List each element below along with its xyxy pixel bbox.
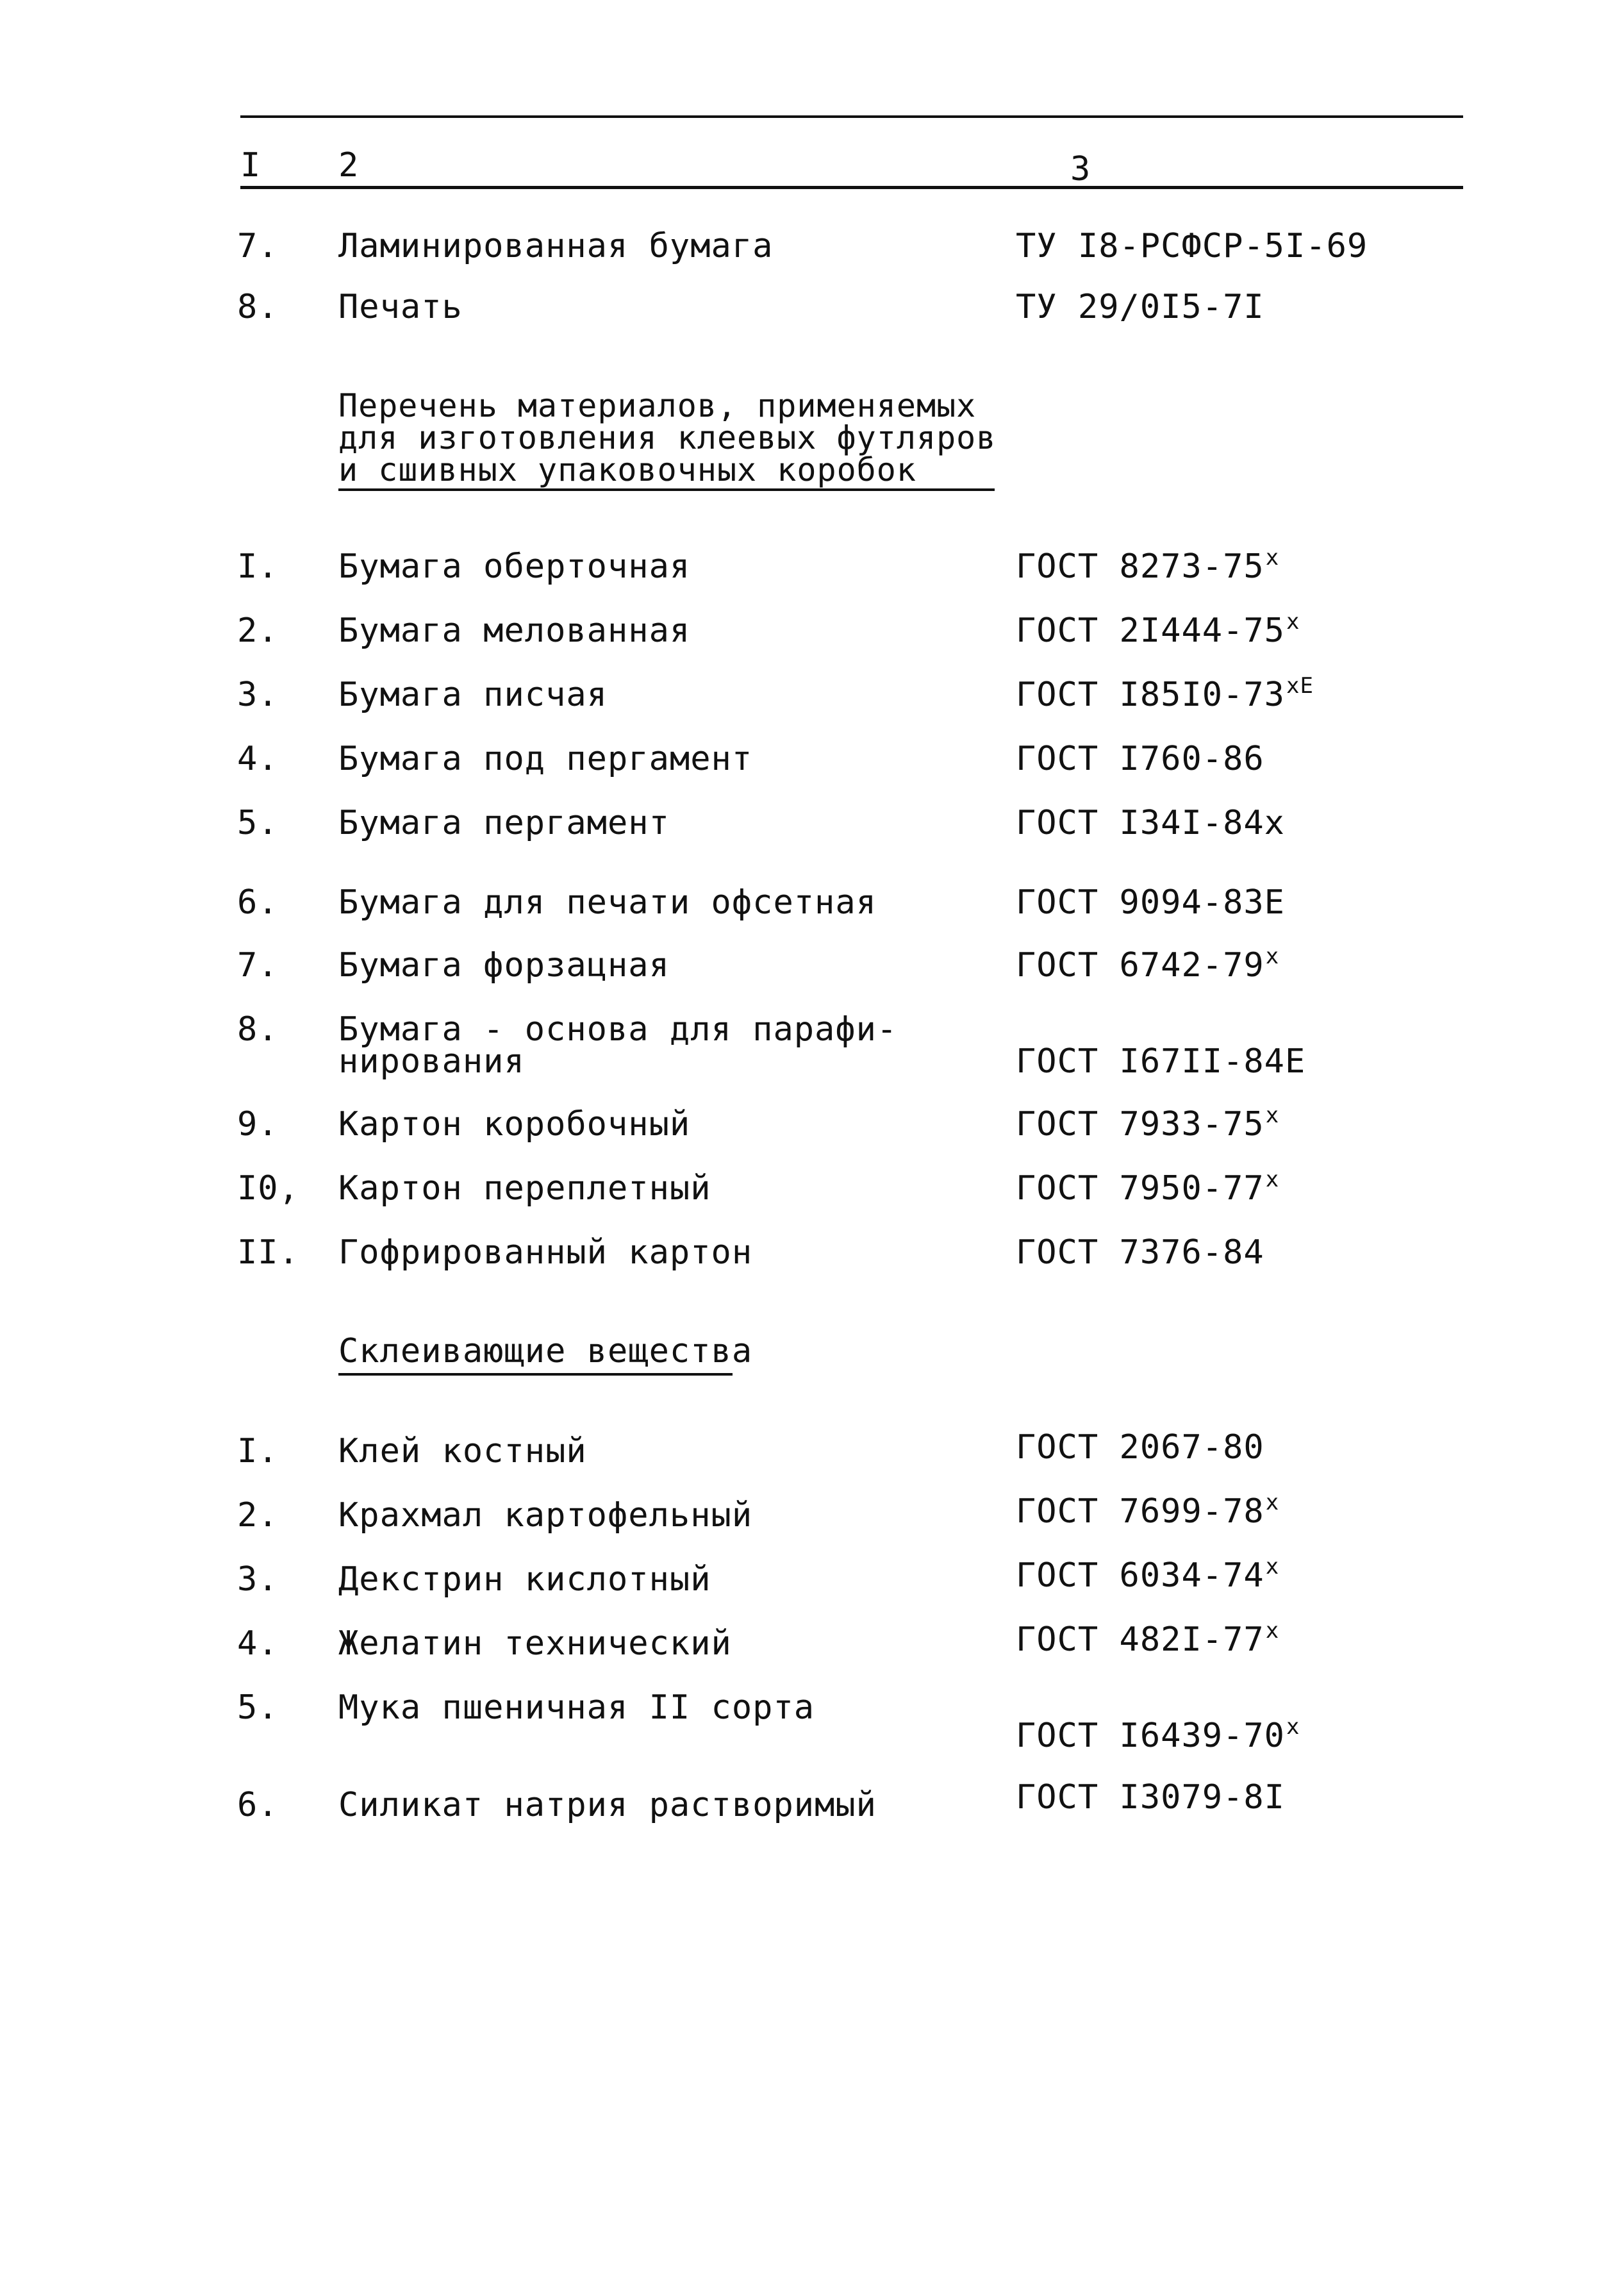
row-name: Ламинированная бумага: [338, 227, 774, 265]
edition-mark: х: [1265, 1167, 1280, 1192]
row-name: Силикат натрия растворимый: [338, 1786, 877, 1824]
edition-mark: х: [1286, 609, 1300, 635]
row-code: ГОСТ I34I-84х: [1016, 804, 1285, 842]
row-number: 2.: [237, 1496, 279, 1535]
section-adhesives-title: Склеивающие вещества: [338, 1332, 753, 1370]
row-code: ТУ 29/0I5-7I: [1016, 288, 1264, 326]
row-code: [1016, 1103, 1280, 1144]
edition-mark: х: [1265, 944, 1280, 969]
row-name: Бумага оберточная: [338, 547, 691, 586]
row-number: 9.: [237, 1105, 279, 1144]
row-code: ГОСТ I760-86: [1016, 740, 1264, 778]
row-name: Желатин технический: [338, 1624, 732, 1663]
row-code: ГОСТ 7376-84: [1016, 1233, 1264, 1272]
row-number: 8.: [237, 288, 279, 326]
edition-mark: х: [1265, 1103, 1280, 1128]
row-code: ГОСТ 2067-80: [1016, 1428, 1264, 1467]
row-name: Бумага форзацная: [338, 946, 670, 985]
row-name-continued: нирования: [338, 1042, 525, 1081]
row-number: II.: [237, 1233, 299, 1272]
row-name: Клей костный: [338, 1432, 587, 1470]
row-code: [1016, 1554, 1280, 1595]
row-name: Мука пшеничная II сорта: [338, 1688, 815, 1727]
row-code: ГОСТ I67II-84Е: [1016, 1042, 1306, 1081]
code-text: ГОСТ 2I444-75: [1016, 612, 1285, 650]
row-number: I.: [237, 1432, 279, 1470]
code-text: ГОСТ 6034-74: [1016, 1556, 1264, 1595]
section-title-line: для изготовления клеевых футляров: [338, 419, 997, 456]
row-number: 2.: [237, 612, 279, 650]
row-number: 7.: [237, 227, 279, 265]
code-text: ГОСТ 8273-75: [1016, 547, 1264, 586]
row-name: Картон переплетный: [338, 1169, 711, 1208]
row-code: [1016, 673, 1314, 714]
row-code: [1016, 944, 1280, 985]
code-text: ГОСТ I6439-70: [1016, 1717, 1285, 1755]
edition-mark: х: [1286, 1714, 1300, 1740]
header-col1: I: [240, 146, 261, 185]
edition-mark: х: [1265, 1490, 1280, 1515]
row-name: Бумага для печати офсетная: [338, 883, 877, 922]
row-number: 6.: [237, 1786, 279, 1824]
row-code: ТУ I8-РСФСР-5I-69: [1016, 227, 1368, 265]
row-code: [1016, 1618, 1280, 1659]
section-materials-title: [338, 387, 997, 488]
row-number: 8.: [237, 1010, 279, 1049]
row-code: [1016, 609, 1300, 650]
row-number: 7.: [237, 946, 279, 985]
row-number: 4.: [237, 740, 279, 778]
edition-mark: х: [1265, 1618, 1280, 1644]
row-code: ГОСТ 9094-83Е: [1016, 883, 1285, 922]
row-code: [1016, 1167, 1280, 1208]
row-name: Гофрированный картон: [338, 1233, 753, 1272]
row-number: 4.: [237, 1624, 279, 1663]
section-title-line: Перечень материалов, применяемых: [338, 387, 977, 424]
row-code: [1016, 1490, 1280, 1531]
row-number: 5.: [237, 804, 279, 842]
header-col3: 3: [1070, 150, 1091, 188]
row-name: Крахмал картофельный: [338, 1496, 753, 1535]
row-name: Бумага - основа для парафи-: [338, 1010, 898, 1049]
row-number: I.: [237, 547, 279, 586]
section-adhesives-underline: [338, 1373, 733, 1376]
section-materials-underline: [338, 488, 995, 491]
row-name: Картон коробочный: [338, 1105, 691, 1144]
row-code: [1016, 1714, 1300, 1755]
row-number: I0,: [237, 1169, 299, 1208]
edition-mark: х: [1265, 545, 1280, 570]
code-text: ГОСТ 482I-77: [1016, 1620, 1264, 1659]
code-text: ГОСТ I85I0-73: [1016, 676, 1285, 714]
row-number: 5.: [237, 1688, 279, 1727]
code-text: ГОСТ 7699-78: [1016, 1492, 1264, 1531]
row-name: Бумага под пергамент: [338, 740, 753, 778]
code-text: ГОСТ 7933-75: [1016, 1105, 1264, 1144]
header-col2: 2: [338, 146, 360, 185]
edition-mark: х: [1265, 1554, 1280, 1579]
code-text: ГОСТ 6742-79: [1016, 946, 1264, 985]
row-number: 3.: [237, 1560, 279, 1599]
header-rule: [240, 186, 1463, 189]
edition-mark: хЕ: [1286, 673, 1314, 699]
row-name: Бумага писчая: [338, 676, 608, 714]
row-name: Печать: [338, 288, 463, 326]
code-text: ГОСТ 7950-77: [1016, 1169, 1264, 1208]
row-code: ГОСТ I3079-8I: [1016, 1778, 1285, 1817]
row-name: Бумага мелованная: [338, 612, 691, 650]
row-name: Декстрин кислотный: [338, 1560, 711, 1599]
row-name: Бумага пергамент: [338, 804, 670, 842]
row-number: 6.: [237, 883, 279, 922]
section-title-line: и сшивных упаковочных коробок: [338, 451, 916, 488]
top-rule: [240, 115, 1463, 118]
row-number: 3.: [237, 676, 279, 714]
row-code: [1016, 545, 1280, 586]
